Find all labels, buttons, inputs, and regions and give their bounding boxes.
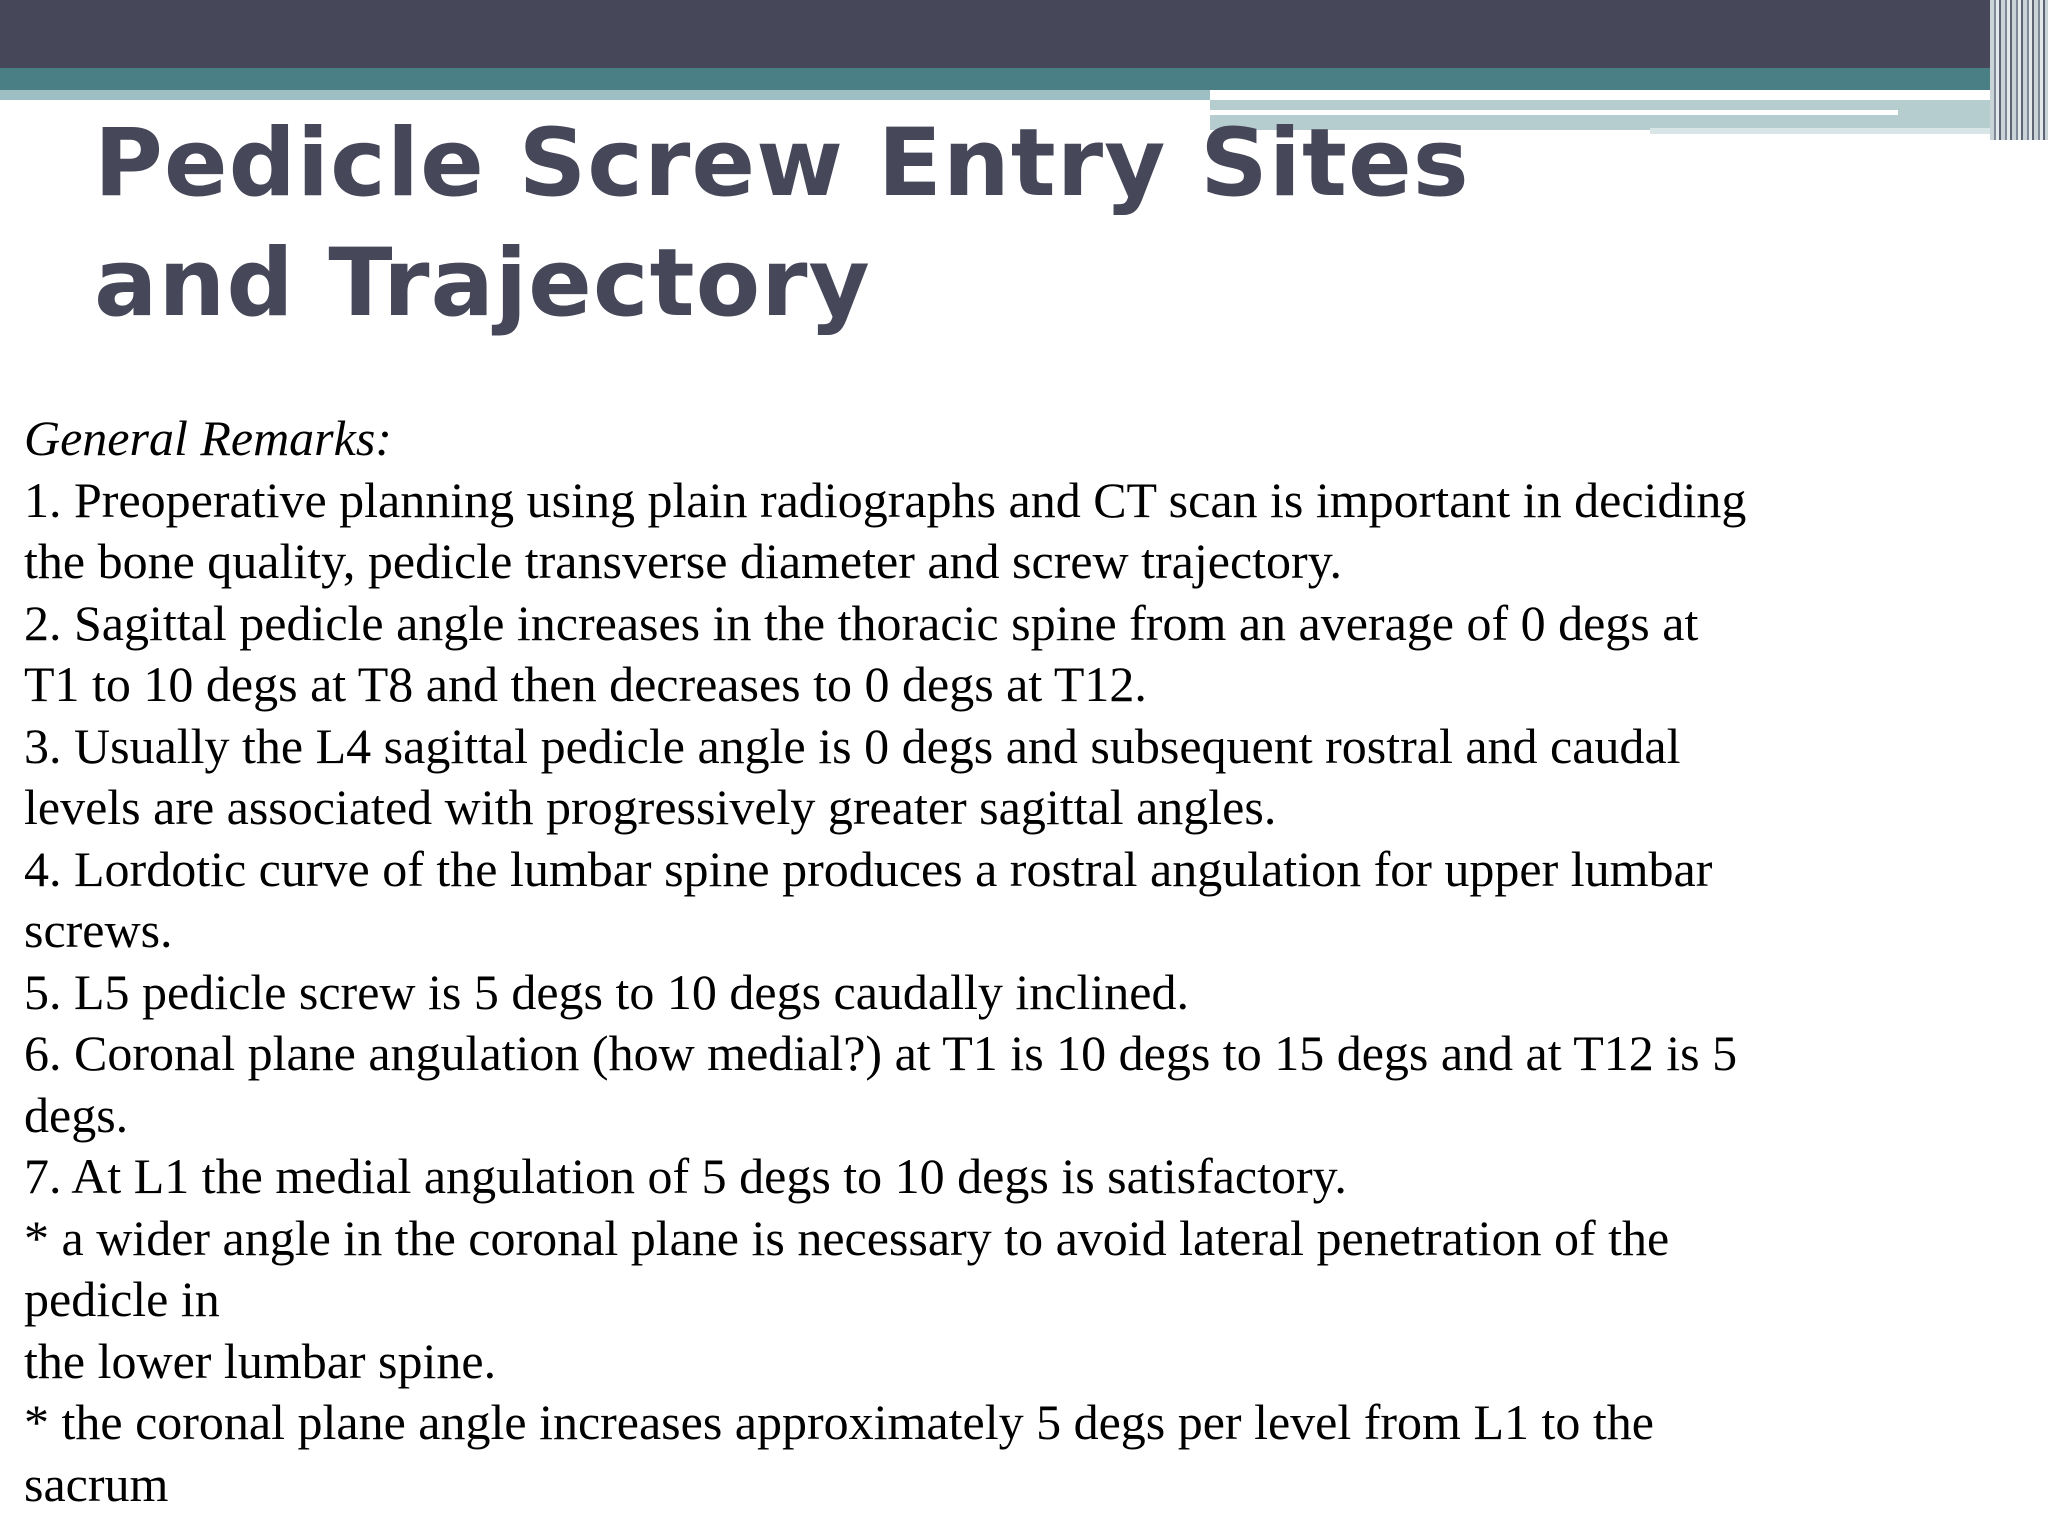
body-line: T1 to 10 degs at T8 and then decreases to 0 degs at T12. <box>24 656 1147 712</box>
body-line: pedicle in <box>24 1271 220 1327</box>
decorative-stripes <box>1990 0 2048 140</box>
header-band-light-left <box>0 90 1210 100</box>
body-line: 1. Preoperative planning using plain radiographs and CT scan is important in deciding <box>24 471 1747 528</box>
body-line: 7. At L1 the medial angulation of 5 degs to 10 degs is satisfactory. <box>24 1148 1347 1204</box>
body-line: screws. <box>24 902 173 958</box>
body-line: * a wider angle in the coronal plane is necessary to avoid lateral penetration of the <box>24 1209 1670 1266</box>
slide-body <box>24 408 2014 1515</box>
body-line: 3. Usually the L4 sagittal pedicle angle is 0 degs and subsequent rostral and caudal <box>24 717 1681 774</box>
body-line: 6. Coronal plane angulation (how medial?) at T1 is 10 degs to 15 degs and at T12 is 5 <box>24 1025 1738 1081</box>
body-line: 5. L5 pedicle screw is 5 degs to 10 degs caudally inclined. <box>24 963 1189 1020</box>
header-band-teal <box>0 68 2048 90</box>
body-line: degs. <box>24 1086 129 1143</box>
body-line: the lower lumbar spine. <box>24 1332 497 1389</box>
body-line: the bone quality, pedicle transverse diameter and screw trajectory. <box>24 533 1342 589</box>
body-line: 4. Lordotic curve of the lumbar spine produces a rostral angulation for upper lumbar <box>24 840 1713 897</box>
header-step <box>1650 128 2048 134</box>
header-band-dark <box>0 0 2048 68</box>
body-line: sacrum <box>24 1455 169 1512</box>
body-line: levels are associated with progressively greater sagittal angles. <box>24 779 1277 835</box>
slide-title: Pedicle Screw Entry Sites and Trajectory <box>94 109 1470 338</box>
body-line: 2. Sagittal pedicle angle increases in the thoracic spine from an average of 0 degs at <box>24 594 1699 651</box>
body-heading: General Remarks: <box>24 410 392 466</box>
body-line: * the coronal plane angle increases approximately 5 degs per level from L1 to the <box>24 1394 1654 1450</box>
